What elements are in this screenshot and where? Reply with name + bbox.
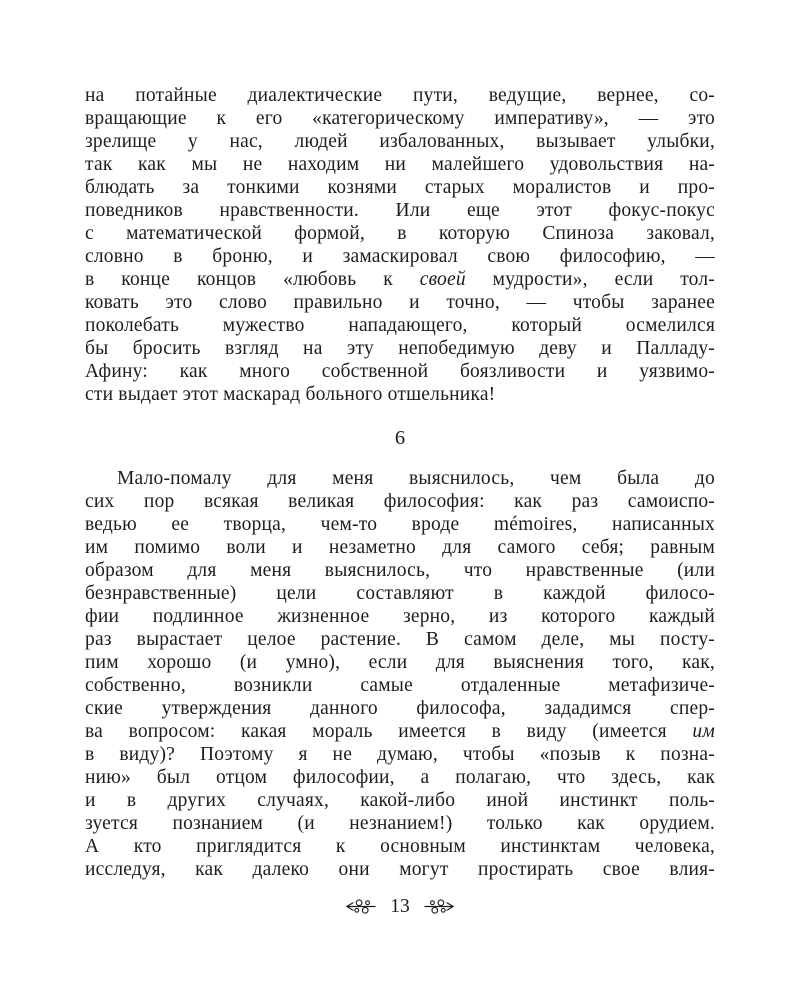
fleuron-right-icon bbox=[423, 898, 455, 915]
text-line: исследуя, как далеко они могут простирать свое влия- bbox=[85, 859, 715, 880]
text-line: и в других случаях, какой-либо иной инстинкт поль- bbox=[85, 790, 715, 811]
text-line: в виду)? Поэтому я не думаю, чтобы «позыв к позна- bbox=[85, 744, 715, 765]
text-line: собственно, возникли самые отдаленные метафизиче- bbox=[85, 675, 715, 696]
text-line: Афину: как много собственной боязливости и уязвимо- bbox=[85, 361, 715, 382]
text-line: ковать это слово правильно и точно, — чтобы заранее bbox=[85, 292, 715, 313]
emphasis-word: своей bbox=[419, 269, 466, 290]
line-segment: мудрости», если тол- bbox=[465, 269, 716, 290]
text-line: раз вырастает целое растение. В самом деле, мы посту- bbox=[85, 629, 715, 650]
fleuron-left-icon bbox=[345, 898, 377, 915]
book-page bbox=[85, 84, 715, 918]
text-line: блюдать за тонкими кознями старых моралистов и про- bbox=[85, 177, 715, 198]
text-line: сти выдает этот маскарад больного отшельника! bbox=[85, 384, 496, 405]
text-line: бы бросить взгляд на эту непобедимую деву и Палладу- bbox=[85, 338, 715, 359]
text-line: зрелище у нас, людей избалованных, вызывает улыбки, bbox=[85, 131, 715, 152]
text-line: фии подлинное жизненное зерно, из которого каждый bbox=[85, 606, 715, 627]
text-line: ведью ее творца, чем-то вроде mémoires, написанных bbox=[85, 514, 715, 535]
text-line: нию» был отцом философии, а полагаю, что здесь, как bbox=[85, 767, 715, 788]
section-number-heading: 6 bbox=[394, 427, 406, 449]
paragraph-2 bbox=[85, 467, 715, 881]
line-segment: в конце концов «любовь к bbox=[85, 269, 420, 290]
text-line: поведников нравственности. Или еще этот фокус-покус bbox=[85, 200, 715, 221]
text-line: вращающие к его «категорическому императиву», — это bbox=[85, 108, 715, 129]
text-line: так как мы не находим ни малейшего удовольствия на- bbox=[85, 154, 715, 175]
text-line: зуется познанием (и незнанием!) только как орудием. bbox=[85, 813, 715, 834]
text-line: пим хорошо (и умно), если для выяснения того, как, bbox=[85, 652, 715, 673]
text-line: сих пор всякая великая философия: как раз самоиспо- bbox=[85, 491, 715, 512]
text-line bbox=[85, 268, 715, 291]
text-line: образом для меня выяснилось, что нравственные (или bbox=[85, 560, 715, 581]
text-line: ские утверждения данного философа, зададимся спер- bbox=[85, 698, 715, 719]
text-line: Мало-помалу для меня выяснилось, чем была до bbox=[117, 468, 715, 489]
text-line: на потайные диалектические пути, ведущие, вернее, со- bbox=[85, 85, 715, 106]
text-line: А кто приглядится к основным инстинктам человека, bbox=[85, 836, 715, 857]
text-line: им помимо воли и незаметно для самого себя; равным bbox=[85, 537, 715, 558]
emphasis-word: им bbox=[692, 721, 715, 742]
text-line: безнравственные) цели составляют в каждой филосо- bbox=[85, 583, 715, 604]
page-number: 13 bbox=[390, 896, 410, 917]
text-line: словно в броню, и замаскировал свою философию, — bbox=[85, 246, 715, 267]
line-segment: ва вопросом: какая мораль имеется в виду (имеется bbox=[85, 721, 693, 742]
paragraph-1 bbox=[85, 84, 715, 406]
text-line: с математической формой, в которую Спиноза заковал, bbox=[85, 223, 715, 244]
page-footer bbox=[85, 895, 715, 918]
text-line bbox=[85, 720, 715, 743]
text-line: поколебать мужество нападающего, который осмелился bbox=[85, 315, 715, 336]
